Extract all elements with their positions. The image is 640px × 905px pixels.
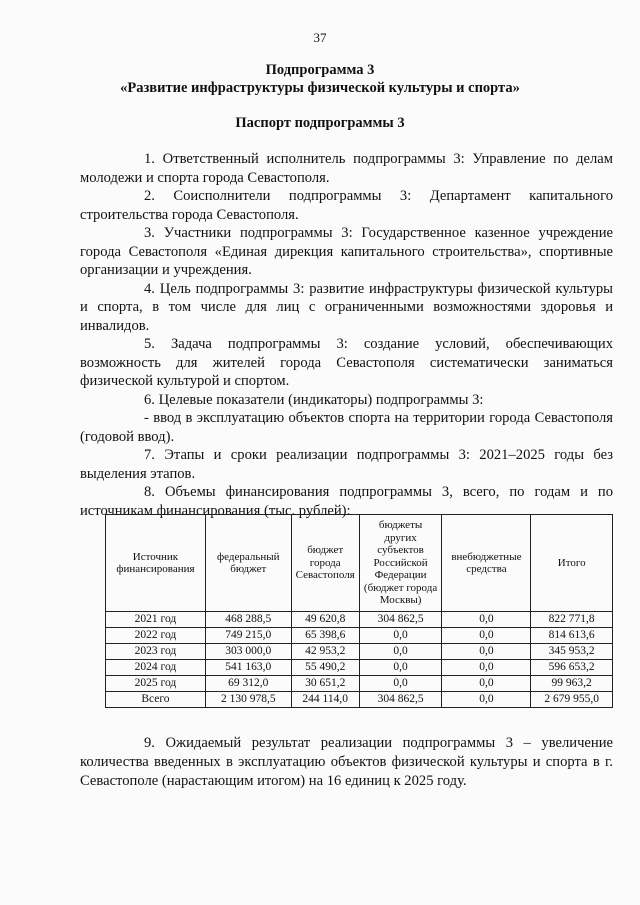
table-cell: 303 000,0 bbox=[205, 644, 291, 660]
table-cell: Всего bbox=[106, 692, 206, 708]
table-cell: 0,0 bbox=[442, 644, 531, 660]
table-cell: 0,0 bbox=[442, 660, 531, 676]
table-cell: 49 620,8 bbox=[291, 612, 359, 628]
table-cell: 304 862,5 bbox=[359, 692, 442, 708]
paragraph-stages: 7. Этапы и сроки реализации подпрограммы 3: 2021–2025 годы без выделения этапов. bbox=[80, 447, 613, 482]
passport-body bbox=[80, 150, 613, 520]
table-cell: 304 862,5 bbox=[359, 612, 442, 628]
paragraph-goal: 4. Цель подпрограммы 3: развитие инфраструктуры физической культуры и спорта, в том числе для лиц с ограниченными возможностями здоровья и инвалидов. bbox=[80, 280, 613, 334]
paragraph-financing: 8. Объемы финансирования подпрограммы 3, всего, по годам и по источникам финансирования (тыс. рублей): bbox=[80, 484, 613, 519]
paragraph-expected-result: 9. Ожидаемый результат реализации подпрограммы 3 – увеличение количества введенных в эксплуатацию объектов физической культуры и спорта в г. Севастополе (нарастающим итогом) на 16 единиц к 2025 году. bbox=[80, 735, 613, 789]
table-cell: 244 114,0 bbox=[291, 692, 359, 708]
subprogram-name: «Развитие инфраструктуры физической культуры и спорта» bbox=[120, 80, 520, 96]
table-cell: 468 288,5 bbox=[205, 612, 291, 628]
table-cell: 2022 год bbox=[106, 628, 206, 644]
table-total-row bbox=[106, 692, 613, 708]
table-cell: 0,0 bbox=[442, 692, 531, 708]
column-header: бюджет города Севастополя bbox=[291, 515, 359, 612]
passport-heading: Паспорт подпрограммы 3 bbox=[235, 115, 405, 131]
table-cell: 0,0 bbox=[359, 660, 442, 676]
paragraph-indicator-item: - ввод в эксплуатацию объектов спорта на территории города Севастополя (годовой ввод). bbox=[80, 410, 613, 445]
table-cell: 2023 год bbox=[106, 644, 206, 660]
table-cell: 42 953,2 bbox=[291, 644, 359, 660]
table-header-row bbox=[106, 515, 613, 612]
paragraph-indicators: 6. Целевые показатели (индикаторы) подпрограммы 3: bbox=[144, 391, 484, 408]
column-header: Итого bbox=[531, 515, 613, 612]
table-cell: 0,0 bbox=[442, 612, 531, 628]
table-cell: 596 653,2 bbox=[531, 660, 613, 676]
table-row bbox=[106, 676, 613, 692]
expected-result bbox=[80, 734, 613, 791]
paragraph-task: 5. Задача подпрограммы 3: создание условий, обеспечивающих возможность для жителей города Севастополя систематически заниматься физической культурой и спортом. bbox=[80, 336, 613, 389]
table-cell: 0,0 bbox=[359, 676, 442, 692]
financing-table bbox=[105, 514, 613, 708]
page-number: 37 bbox=[313, 30, 327, 45]
paragraph-responsible: 1. Ответственный исполнитель подпрограммы 3: Управление по делам молодежи и спорта города Севастополя. bbox=[80, 151, 613, 186]
table-row bbox=[106, 612, 613, 628]
table-cell: 30 651,2 bbox=[291, 676, 359, 692]
table-cell: 99 963,2 bbox=[531, 676, 613, 692]
table-cell: 55 490,2 bbox=[291, 660, 359, 676]
table-row bbox=[106, 644, 613, 660]
paragraph-participants: 3. Участники подпрограммы 3: Государственное казенное учреждение города Севастополя «Единая дирекция капитального строительства», спортивные организации и учреждения. bbox=[80, 225, 613, 278]
table-cell: 65 398,6 bbox=[291, 628, 359, 644]
column-header: бюджеты других субъектов Российской Федерации (бюджет города Москвы) bbox=[359, 515, 442, 612]
financing-table-wrapper bbox=[105, 514, 613, 708]
table-cell: 0,0 bbox=[359, 628, 442, 644]
table-cell: 2024 год bbox=[106, 660, 206, 676]
table-cell: 0,0 bbox=[359, 644, 442, 660]
table-cell: 2025 год bbox=[106, 676, 206, 692]
table-cell: 69 312,0 bbox=[205, 676, 291, 692]
table-cell: 541 163,0 bbox=[205, 660, 291, 676]
column-header: внебюджетные средства bbox=[442, 515, 531, 612]
table-row bbox=[106, 660, 613, 676]
subprogram-heading: Подпрограмма 3 bbox=[265, 62, 375, 78]
table-cell: 749 215,0 bbox=[205, 628, 291, 644]
paragraph-coexecutors: 2. Соисполнители подпрограммы 3: Департамент капитального строительства города Севастополя. bbox=[80, 188, 613, 223]
column-header: Источник финансирования bbox=[106, 515, 206, 612]
table-cell: 0,0 bbox=[442, 676, 531, 692]
table-cell: 345 953,2 bbox=[531, 644, 613, 660]
table-cell: 2021 год bbox=[106, 612, 206, 628]
table-cell: 0,0 bbox=[442, 628, 531, 644]
table-cell: 2 130 978,5 bbox=[205, 692, 291, 708]
table-cell: 822 771,8 bbox=[531, 612, 613, 628]
table-cell: 814 613,6 bbox=[531, 628, 613, 644]
column-header: федеральный бюджет bbox=[205, 515, 291, 612]
table-row bbox=[106, 628, 613, 644]
table-cell: 2 679 955,0 bbox=[531, 692, 613, 708]
